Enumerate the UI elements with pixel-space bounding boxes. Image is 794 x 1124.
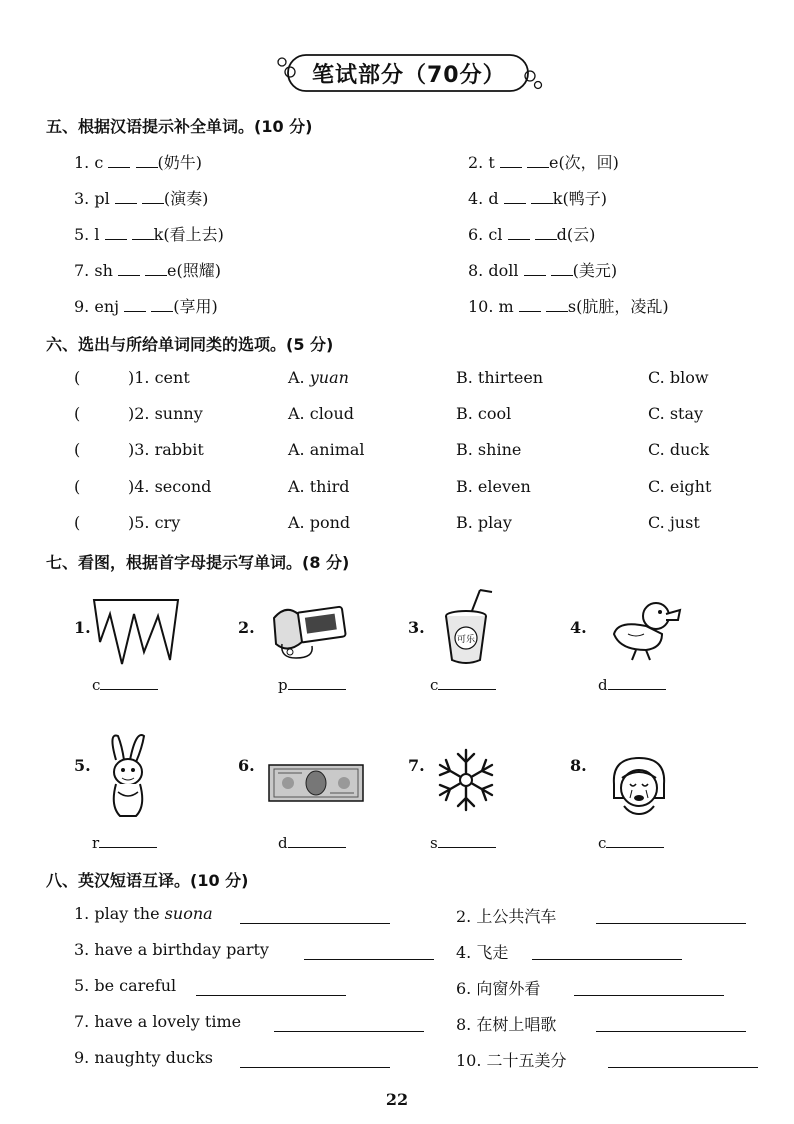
blank[interactable] <box>105 238 127 240</box>
blank[interactable] <box>608 688 666 690</box>
s5-item-10-prefix: 10. m <box>468 297 519 316</box>
s5-item-9-hint: (享用) <box>173 297 218 316</box>
initial-letter: p <box>278 676 288 694</box>
blank[interactable] <box>99 846 157 848</box>
option-a-italic: yuan <box>309 368 349 387</box>
pic-answer-1[interactable] <box>92 676 158 694</box>
pic-number: 3. <box>408 618 425 637</box>
pic-answer-7[interactable] <box>430 834 496 852</box>
blank[interactable] <box>527 166 549 168</box>
s5-item-9 <box>74 294 218 317</box>
initial-letter: c <box>430 676 439 694</box>
blank[interactable] <box>606 846 664 848</box>
s5-item-10-hint: s(肮脏，凌乱) <box>567 297 669 316</box>
blank[interactable] <box>519 310 541 312</box>
s5-item-10 <box>468 294 669 317</box>
s5-item-2-hint: e(次，回) <box>548 153 619 172</box>
pic-answer-3[interactable] <box>430 676 496 694</box>
s5-item-4-hint: k(鸭子) <box>552 189 607 208</box>
s8-item-1 <box>74 904 213 923</box>
initial-letter: s <box>430 834 438 852</box>
s6-paren: ( <box>74 404 81 423</box>
blank[interactable] <box>524 274 546 276</box>
s6-paren: ( <box>74 440 81 459</box>
telephone-icon <box>268 600 350 662</box>
blank[interactable] <box>151 310 173 312</box>
s5-item-2 <box>468 150 619 173</box>
pic-answer-6[interactable] <box>278 834 346 852</box>
pic-answer-2[interactable] <box>278 676 346 694</box>
s8-item-7: 7. have a lovely time <box>74 1012 242 1031</box>
s5-item-1-prefix: 1. c <box>74 153 109 172</box>
pic-number: 5. <box>74 756 91 775</box>
s6-option-c[interactable]: C. stay <box>648 404 704 423</box>
blank[interactable] <box>500 166 522 168</box>
s8-item-1-text: 1. play the <box>74 904 165 923</box>
s6-question: )3. rabbit <box>128 440 204 459</box>
blank[interactable] <box>508 238 530 240</box>
s5-item-3-hint: (演奏) <box>163 189 209 208</box>
s6-option-a[interactable]: A. pond <box>288 513 351 532</box>
cola-label: 可乐 <box>457 635 476 645</box>
s6-option-a[interactable] <box>288 368 349 387</box>
pic-answer-5[interactable] <box>92 834 157 852</box>
pic-number: 4. <box>570 618 587 637</box>
blank[interactable] <box>438 846 496 848</box>
s5-item-7-hint: e(照耀) <box>167 261 222 280</box>
s8-item-10: 10. 二十五美分 <box>456 1051 567 1070</box>
answer-blank[interactable] <box>608 1066 758 1068</box>
s6-question: )2. sunny <box>128 404 203 423</box>
blank[interactable] <box>136 166 158 168</box>
s6-option-b[interactable]: B. cool <box>456 404 512 423</box>
s8-item-4: 4. 飞走 <box>456 943 509 962</box>
s5-item-8-prefix: 8. doll <box>468 261 524 280</box>
section6-heading: 六、选出与所给单词同类的选项。(5 分) <box>46 335 334 354</box>
s6-option-a[interactable]: A. cloud <box>288 404 354 423</box>
s6-question: )1. cent <box>128 368 190 387</box>
answer-blank[interactable] <box>240 922 390 924</box>
blank[interactable] <box>438 688 496 690</box>
s5-item-4-prefix: 4. d <box>468 189 504 208</box>
s6-option-a[interactable]: A. third <box>288 477 350 496</box>
answer-blank[interactable] <box>304 958 434 960</box>
crying-girl-icon <box>608 754 670 818</box>
s6-option-b[interactable]: B. play <box>456 513 512 532</box>
s5-item-8 <box>468 258 617 281</box>
blank[interactable] <box>531 202 553 204</box>
initial-letter: c <box>92 676 101 694</box>
answer-blank[interactable] <box>596 922 746 924</box>
snowflake-icon <box>432 746 500 814</box>
s5-item-8-hint: (美元) <box>572 261 618 280</box>
section8-heading: 八、英汉短语互译。(10 分) <box>46 871 249 890</box>
blank[interactable] <box>115 202 137 204</box>
s5-item-9-prefix: 9. enj <box>74 297 125 316</box>
s6-paren: ( <box>74 513 81 532</box>
dollar-bill-icon <box>268 764 364 802</box>
blank[interactable] <box>108 166 130 168</box>
s6-option-b[interactable]: B. eleven <box>456 477 531 496</box>
s5-item-4 <box>468 186 607 209</box>
pic-number: 2. <box>238 618 255 637</box>
blank[interactable] <box>142 202 164 204</box>
section-title-banner <box>272 52 544 94</box>
s8-item-5: 5. be careful <box>74 976 177 995</box>
s5-item-5-prefix: 5. l <box>74 225 105 244</box>
s6-paren: ( <box>74 477 81 496</box>
page-title: 笔试部分（70分） <box>312 63 506 88</box>
s8-item-9: 9. naughty ducks <box>74 1048 214 1067</box>
s6-paren: ( <box>74 368 81 387</box>
rabbit-icon <box>100 730 156 820</box>
blank[interactable] <box>504 202 526 204</box>
blank[interactable] <box>288 846 346 848</box>
s8-item-8: 8. 在树上唱歌 <box>456 1015 557 1034</box>
pic-number: 1. <box>74 618 91 637</box>
option-a-label: A. <box>288 368 310 387</box>
initial-letter: d <box>278 834 288 852</box>
initial-letter: r <box>92 834 100 852</box>
blank[interactable] <box>100 688 158 690</box>
pic-number: 7. <box>408 756 425 775</box>
blank[interactable] <box>124 310 146 312</box>
s6-option-c[interactable]: C. eight <box>648 477 712 496</box>
s8-item-1-italic: suona <box>164 904 213 923</box>
blank[interactable] <box>145 274 167 276</box>
pic-answer-8[interactable] <box>598 834 664 852</box>
s5-item-6-prefix: 6. cl <box>468 225 508 244</box>
s5-item-3-prefix: 3. pl <box>74 189 115 208</box>
answer-blank[interactable] <box>532 958 682 960</box>
answer-blank[interactable] <box>274 1030 424 1032</box>
answer-blank[interactable] <box>240 1066 390 1068</box>
s5-item-2-prefix: 2. t <box>468 153 500 172</box>
section5-heading: 五、根据汉语提示补全单词。(10 分) <box>46 117 313 136</box>
blank[interactable] <box>546 310 568 312</box>
section7-heading: 七、看图，根据首字母提示写单词。(8 分) <box>46 553 350 572</box>
page-number: 22 <box>385 1090 409 1109</box>
s5-item-5 <box>74 222 224 245</box>
s5-item-5-hint: k(看上去) <box>153 225 224 244</box>
s8-item-6: 6. 向窗外看 <box>456 979 541 998</box>
s6-option-b[interactable]: B. shine <box>456 440 522 459</box>
s5-item-1-hint: (奶牛) <box>157 153 202 172</box>
initial-letter: c <box>598 834 607 852</box>
s6-option-c[interactable]: C. duck <box>648 440 710 459</box>
cola-cup-icon <box>440 586 496 666</box>
blank[interactable] <box>118 274 140 276</box>
s6-option-c[interactable]: C. just <box>648 513 700 532</box>
pic-number: 6. <box>238 756 255 775</box>
answer-blank[interactable] <box>596 1030 746 1032</box>
s6-option-b[interactable]: B. thirteen <box>456 368 544 387</box>
s6-option-c[interactable]: C. blow <box>648 368 709 387</box>
s5-item-7-prefix: 7. sh <box>74 261 118 280</box>
s5-item-6-hint: d(云) <box>556 225 596 244</box>
s6-option-a[interactable]: A. animal <box>288 440 365 459</box>
s8-item-2: 2. 上公共汽车 <box>456 907 557 926</box>
pic-answer-4[interactable] <box>598 676 666 694</box>
s5-item-6 <box>468 222 595 245</box>
s5-item-1 <box>74 150 202 173</box>
blank[interactable] <box>288 688 346 690</box>
blank[interactable] <box>551 274 573 276</box>
s8-item-3: 3. have a birthday party <box>74 940 269 959</box>
answer-blank[interactable] <box>574 994 724 996</box>
s6-question: )5. cry <box>128 513 181 532</box>
blank[interactable] <box>132 238 154 240</box>
ice-icicle-icon <box>92 598 182 668</box>
duck-icon <box>606 598 682 666</box>
answer-blank[interactable] <box>196 994 346 996</box>
pic-number: 8. <box>570 756 587 775</box>
initial-letter: d <box>598 676 608 694</box>
blank[interactable] <box>535 238 557 240</box>
s5-item-3 <box>74 186 208 209</box>
s6-question: )4. second <box>128 477 212 496</box>
s5-item-7 <box>74 258 221 281</box>
